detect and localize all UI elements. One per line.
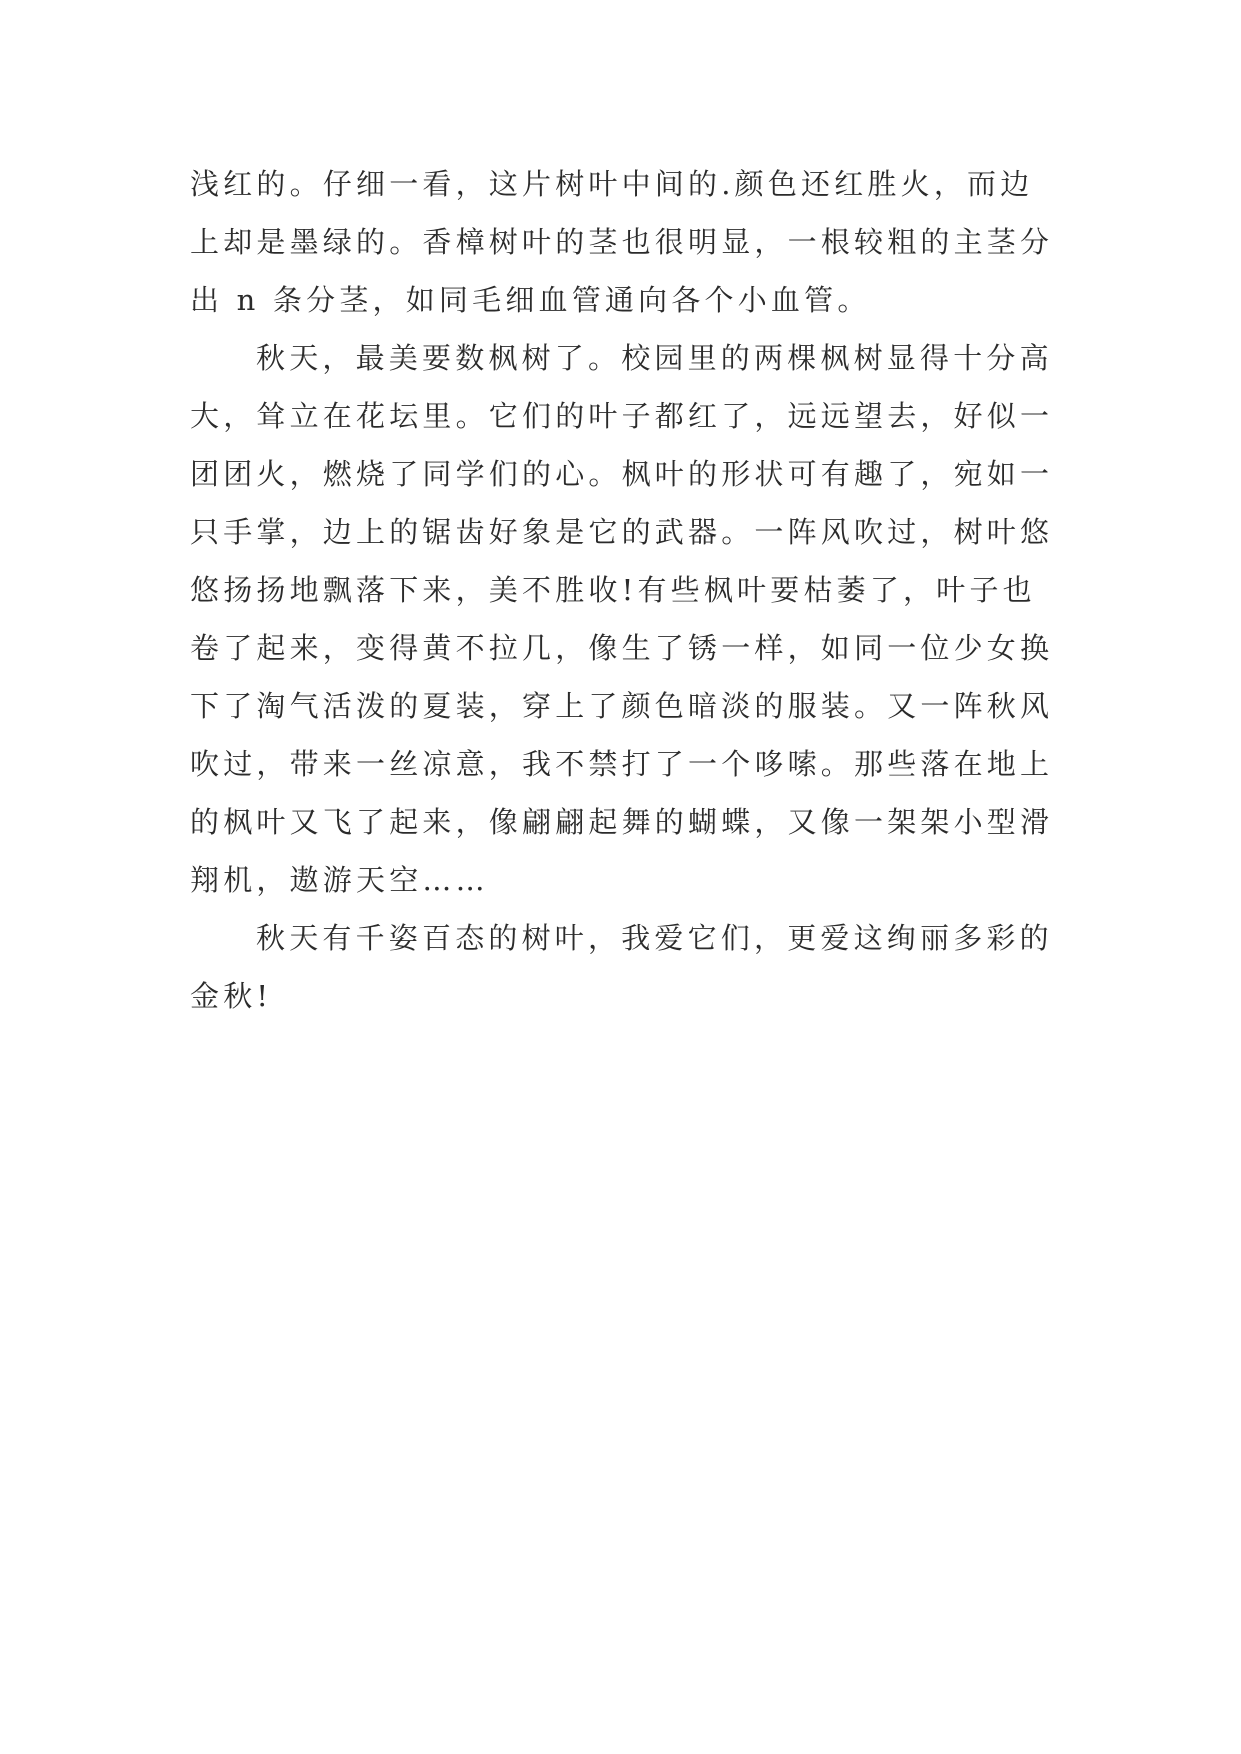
- paragraph-3-line-2: 金秋!: [190, 979, 273, 1013]
- paragraph-2-line-4: 只手掌，边上的锯齿好象是它的武器。一阵风吹过，树叶悠: [190, 515, 1054, 549]
- paragraph-1-line-2: 上却是墨绿的。香樟树叶的茎也很明显，一根较粗的主茎分: [190, 225, 1054, 259]
- paragraph-1-line-3: 出 n 条分茎，如同毛细血管通向各个小血管。: [190, 283, 871, 317]
- paragraph-3-line-1: 秋天有千姿百态的树叶，我爱它们，更爱这绚丽多彩的: [256, 921, 1053, 955]
- document-body: [190, 155, 1054, 1025]
- paragraph-2-line-8: 吹过，带来一丝凉意，我不禁打了一个哆嗦。那些落在地上: [190, 747, 1054, 781]
- paragraph-2-line-2: 大，耸立在花坛里。它们的叶子都红了，远远望去，好似一: [190, 399, 1054, 433]
- paragraph-2-line-1: 秋天，最美要数枫树了。校园里的两棵枫树显得十分高: [256, 341, 1053, 375]
- paragraph-2-line-6: 卷了起来，变得黄不拉几，像生了锈一样，如同一位少女换: [190, 631, 1054, 665]
- paragraph-2-line-7: 下了淘气活泼的夏装，穿上了颜色暗淡的服装。又一阵秋风: [190, 689, 1054, 723]
- paragraph-2-line-9: 的枫叶又飞了起来，像翩翩起舞的蝴蝶，又像一架架小型滑: [190, 805, 1054, 839]
- paragraph-2-line-5: 悠扬扬地飘落下来，美不胜收!有些枫叶要枯萎了，叶子也: [190, 573, 1036, 607]
- paragraph-2-line-10: 翔机，遨游天空……: [190, 863, 489, 897]
- paragraph-1-line-1: 浅红的。仔细一看，这片树叶中间的.颜色还红胜火，而边: [190, 167, 1034, 201]
- paragraph-2-line-3: 团团火，燃烧了同学们的心。枫叶的形状可有趣了，宛如一: [190, 457, 1054, 491]
